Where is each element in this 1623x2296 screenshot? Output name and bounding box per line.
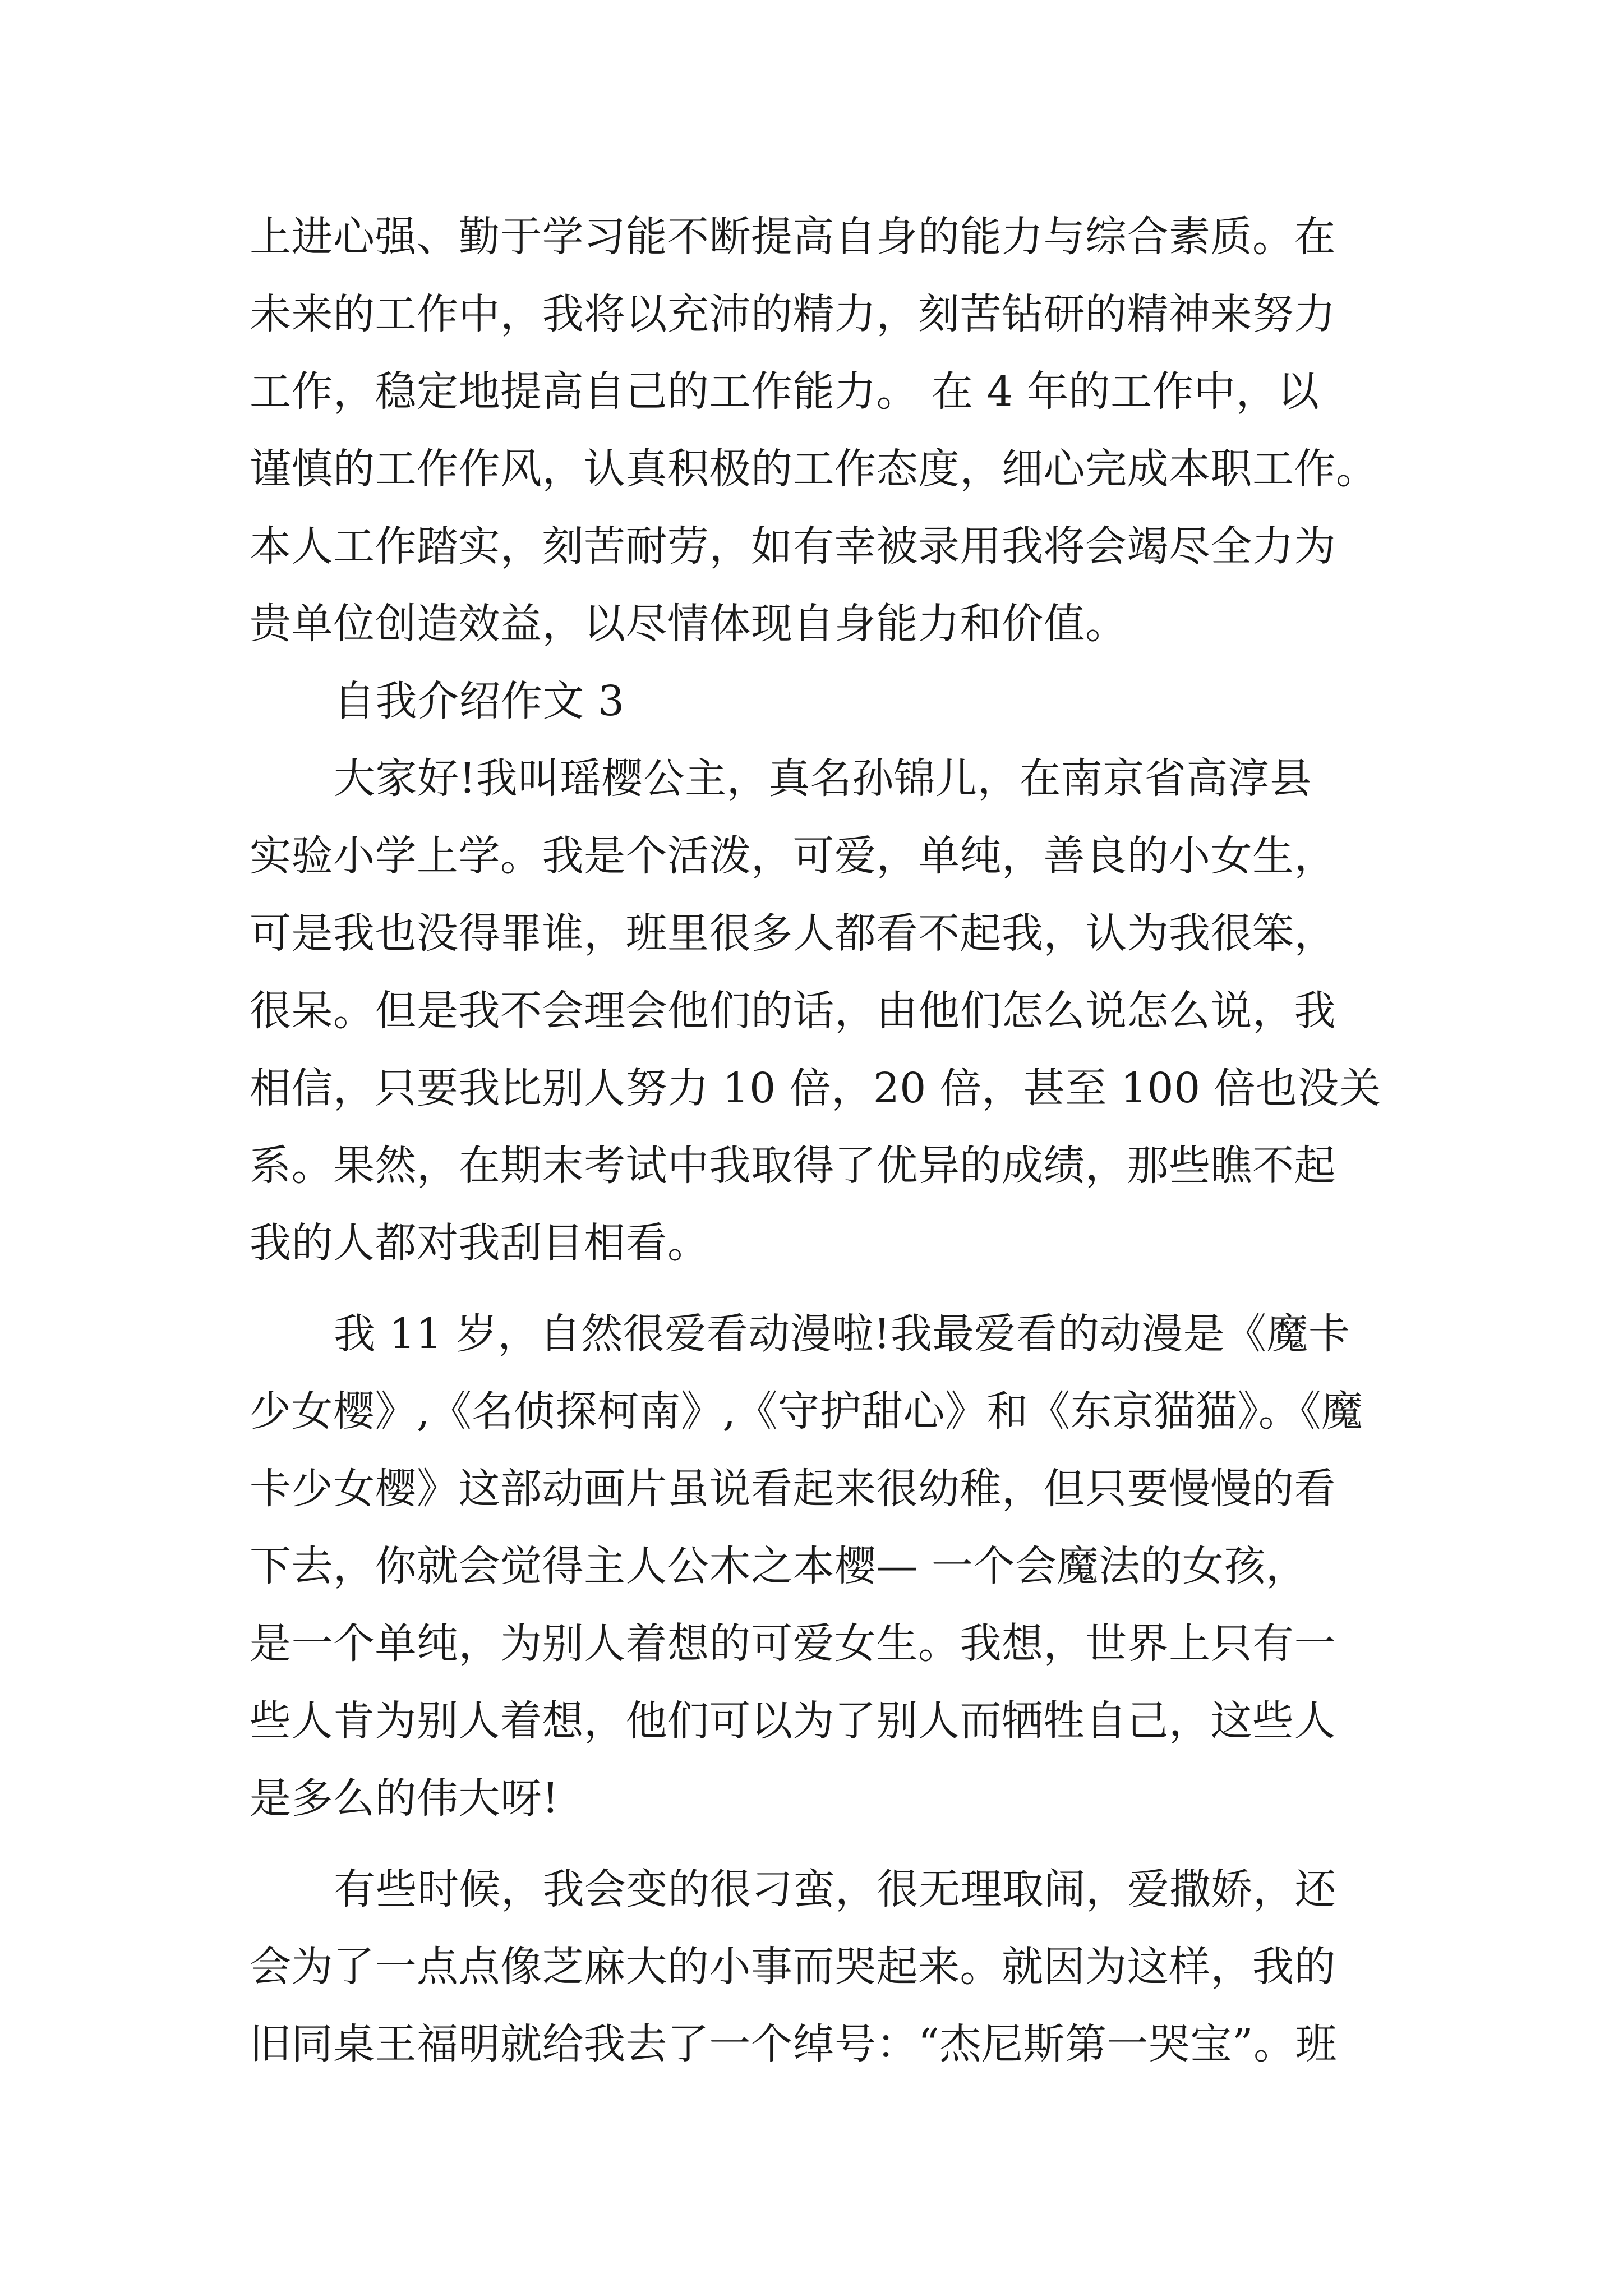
text-line: 旧同桌王福明就给我去了一个绰号：“杰尼斯第一哭宝”。班 [250, 2020, 1338, 2068]
text-line: 些人肯为别人着想，他们可以为了别人而牺牲自己，这些人 [250, 1697, 1336, 1745]
text-line: 我 11 岁，自然很爱看动漫啦!我最爱看的动漫是《魔卡 [334, 1310, 1350, 1358]
text-line: 很呆。但是我不会理会他们的话，由他们怎么说怎么说，我 [250, 987, 1336, 1035]
text-line: 是一个单纯，为别人着想的可爱女生。我想，世界上只有一 [250, 1619, 1336, 1668]
text-line: 大家好!我叫瑶樱公主，真名孙锦儿，在南京省高淳县 [334, 754, 1312, 803]
text-line: 谨慎的工作作风，认真积极的工作态度，细心完成本职工作。 [250, 445, 1378, 493]
text-line: 少女樱》,《名侦探柯南》,《守护甜心》和《东京猫猫》。《魔 [250, 1387, 1363, 1435]
text-line: 工作，稳定地提高自己的工作能力。 在 4 年的工作中，以 [250, 367, 1320, 416]
text-line: 实验小学上学。我是个活泼，可爱，单纯，善良的小女生， [250, 832, 1336, 880]
section-heading: 自我介绍作文 3 [334, 677, 625, 725]
text-line: 会为了一点点像芝麻大的小事而哭起来。就因为这样，我的 [250, 1943, 1336, 1991]
text-line: 未来的工作中，我将以充沛的精力，刻苦钻研的精神来努力 [250, 290, 1336, 338]
text-line: 本人工作踏实，刻苦耐劳，如有幸被录用我将会竭尽全力为 [250, 522, 1336, 570]
text-line: 贵单位创造效益，以尽情体现自身能力和价值。 [250, 600, 1127, 648]
text-line: 卡少女樱》这部动画片虽说看起来很幼稚，但只要慢慢的看 [250, 1465, 1336, 1513]
text-line: 是多么的伟大呀! [250, 1774, 559, 1823]
text-line: 有些时候，我会变的很刁蛮，很无理取闹，爱撒娇，还 [334, 1865, 1336, 1913]
text-line: 上进心强、勤于学习能不断提高自身的能力与综合素质。在 [250, 213, 1336, 261]
text-line: 下去，你就会觉得主人公木之本樱— 一个会魔法的女孩， [250, 1542, 1308, 1590]
text-line: 可是我也没得罪谁，班里很多人都看不起我，认为我很笨， [250, 909, 1336, 958]
text-line: 我的人都对我刮目相看。 [250, 1219, 709, 1267]
text-line: 系。果然，在期末考试中我取得了优异的成绩，那些瞧不起 [250, 1142, 1336, 1190]
text-line: 相信，只要我比别人努力 10 倍，20 倍，甚至 100 倍也没关 [250, 1064, 1381, 1112]
